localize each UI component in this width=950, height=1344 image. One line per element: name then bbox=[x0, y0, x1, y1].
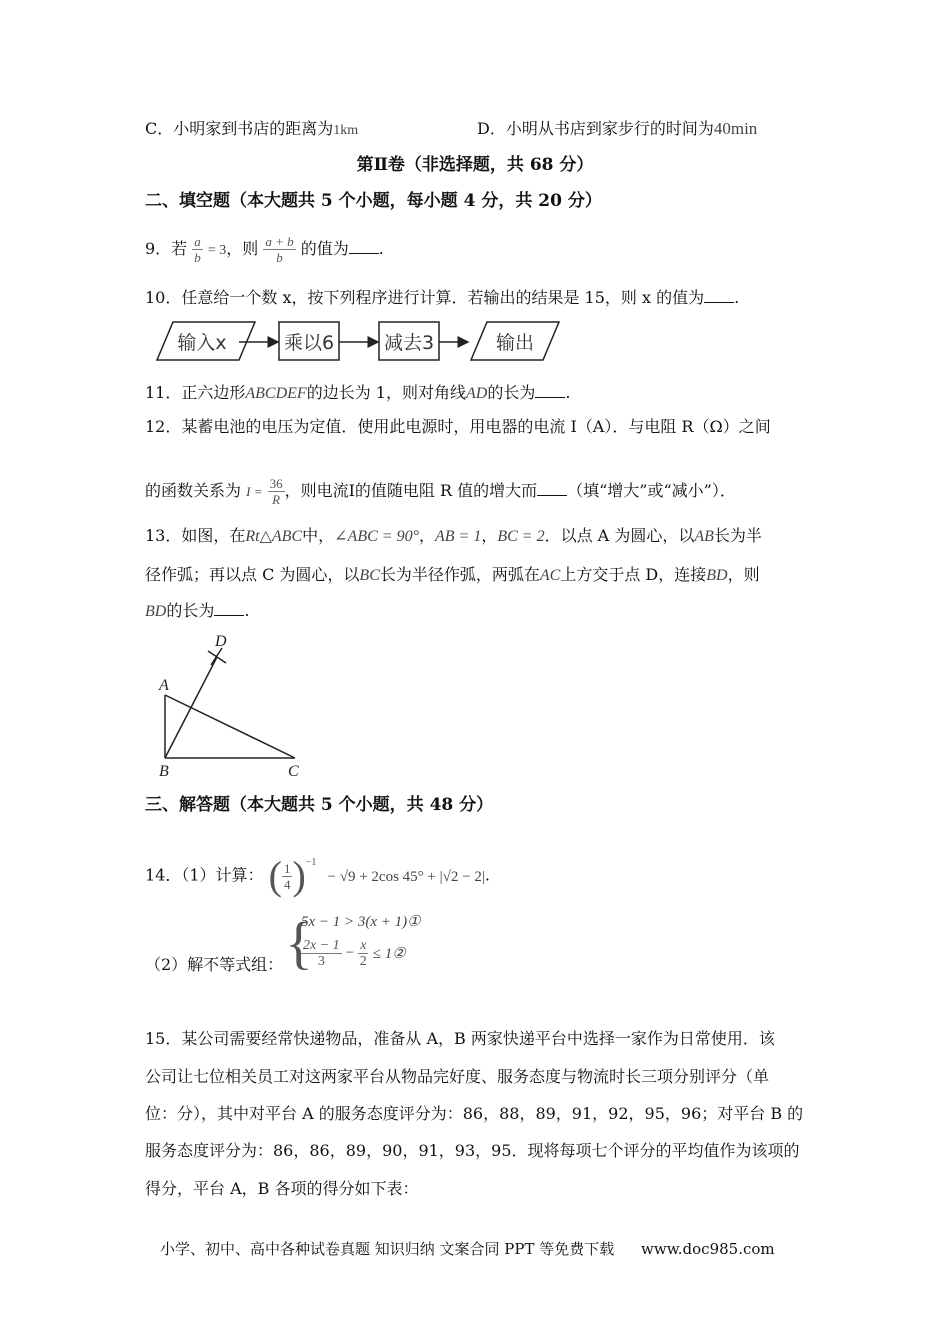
q13-text-e: 径作弧；再以点 C 为圆心，以 bbox=[145, 565, 360, 584]
q13-text-f: 长为半径作弧，两弧在 bbox=[379, 565, 540, 584]
q13-text-b: 中， bbox=[302, 526, 335, 545]
point-a-label: A bbox=[159, 677, 169, 694]
point-b-label: B bbox=[159, 763, 169, 780]
question-10 bbox=[145, 287, 739, 309]
question-11 bbox=[145, 382, 570, 405]
q13-text-i: 的长为 bbox=[166, 601, 215, 620]
q11-prefix: 11．正六边形 bbox=[145, 383, 246, 402]
q13-line2 bbox=[145, 564, 760, 587]
flow-subtract-label: 减去3 bbox=[383, 332, 435, 354]
q12-suffix: ，则电流I的值随电阻 R 值的增大而 bbox=[284, 481, 538, 500]
q11-polygon: ABCDEF bbox=[245, 385, 307, 402]
q11-suffix: 的长为 bbox=[487, 383, 536, 402]
section3-heading: 三、解答题（本大题共 5 个小题，共 48 分） bbox=[145, 795, 494, 815]
q9-end: . bbox=[378, 239, 384, 258]
q12-fraction: $\frac{36}{R}$ bbox=[269, 476, 283, 507]
q12-line1: 12．某蓄电池的电压为定值．使用此电源时，用电器的电流 I（A）．与电阻 R（Ω）之间 bbox=[145, 417, 771, 436]
system-brace: { bbox=[285, 910, 313, 975]
flow-input-label: 输入x bbox=[177, 332, 227, 354]
flow-output-label: 输出 bbox=[495, 332, 535, 354]
option-d-label: D．小明从书店到家步行的时间为 bbox=[477, 119, 714, 138]
q13-text-h: ，则 bbox=[727, 565, 760, 584]
q12-end: （填“增大”或“减小”）． bbox=[567, 481, 736, 500]
q12-prefix: 的函数关系为 bbox=[145, 481, 242, 500]
section2-heading: 二、填空题（本大题共 5 个小题，每小题 4 分，共 20 分） bbox=[145, 191, 602, 211]
segment-ac bbox=[165, 695, 295, 758]
q9-equals: = 3 bbox=[207, 243, 227, 258]
q13-comma-2: ， bbox=[481, 526, 498, 545]
q13-bc-radius: BC bbox=[359, 567, 380, 584]
arc-mark-2 bbox=[211, 648, 222, 665]
q13-triangle: Rt△ABC bbox=[245, 528, 303, 545]
question-9 bbox=[145, 234, 384, 265]
q9-fraction-sum: $\frac{a + b}{b}$ bbox=[265, 234, 294, 265]
q15-line-4: 服务态度评分为：86，86，89，90，91，93，95．现将每项七个评分的平均值作为该项的 bbox=[145, 1141, 800, 1160]
q8-option-c bbox=[145, 118, 358, 142]
q12-line2 bbox=[145, 476, 736, 507]
q11-answer-blank bbox=[535, 383, 565, 398]
q9-answer-blank bbox=[349, 239, 379, 254]
q13-text-d: 长为半 bbox=[713, 526, 762, 545]
q13-bd-2: BD bbox=[145, 603, 167, 620]
q13-triangle-figure bbox=[150, 628, 320, 783]
q13-bd: BD bbox=[706, 567, 728, 584]
q14-part1-end: . bbox=[484, 865, 490, 885]
option-d-value: 40min bbox=[713, 119, 758, 138]
q11-end: . bbox=[565, 383, 571, 402]
program-flowchart bbox=[155, 318, 575, 364]
page-footer bbox=[160, 1238, 775, 1259]
q14-part1-label: 14．（1）计算： bbox=[145, 865, 264, 885]
q10-end: . bbox=[734, 288, 740, 307]
q13-text-c: ．以点 A 为圆心，以 bbox=[544, 526, 695, 545]
footer-text: 小学、初中、高中各种试卷真题 知识归纳 文案合同 PPT 等免费下载 bbox=[160, 1240, 615, 1258]
footer-url[interactable]: www.doc985.com bbox=[641, 1240, 775, 1258]
section2-title: 第Ⅱ卷（非选择题，共 68 分） bbox=[356, 155, 594, 175]
q11-mid: 的边长为 1，则对角线 bbox=[306, 383, 466, 402]
q9-fraction-a-over-b: $\frac{a}{b}$ bbox=[194, 234, 201, 265]
q8-option-d bbox=[477, 118, 757, 140]
point-d-label: D bbox=[215, 633, 227, 650]
q10-text: 10．任意给一个数 x，按下列程序进行计算．若输出的结果是 15，则 x 的值为 bbox=[145, 288, 705, 307]
q13-text-a: 13．如图，在 bbox=[145, 526, 246, 545]
q12-formula-lhs: I = bbox=[246, 484, 263, 499]
q13-end: . bbox=[244, 601, 250, 620]
q13-answer-blank bbox=[214, 601, 244, 616]
q9-suffix: 的值为 bbox=[300, 239, 349, 258]
q14-part2-label: （2）解不等式组： bbox=[145, 955, 284, 974]
q14-power: ( $\frac{1}{4}$ ) −1 bbox=[268, 853, 317, 898]
q13-ab-radius: AB bbox=[694, 528, 714, 545]
q13-line3 bbox=[145, 600, 249, 623]
q13-comma-1: ， bbox=[418, 526, 435, 545]
q13-text-g: 上方交于点 D，连接 bbox=[560, 565, 707, 584]
q9-mid: ，则 bbox=[226, 239, 259, 258]
q12-answer-blank bbox=[537, 481, 567, 496]
q15-line-1: 15．某公司需要经常快递物品，准备从 A，B 两家快递平台中选择一家作为日常使用．该 bbox=[145, 1029, 775, 1048]
q13-angle: ∠ABC = 90° bbox=[334, 528, 419, 545]
option-c-label: C．小明家到书店的距离为 bbox=[145, 119, 334, 138]
q9-prefix: 9．若 bbox=[145, 239, 188, 258]
q14-expression: − √9 + 2cos 45° + |√2 − 2| bbox=[327, 868, 485, 885]
q13-ab: AB = 1 bbox=[434, 528, 482, 545]
q15-line-2: 公司让七位相关员工对这两家平台从物品完好度、服务态度与物流时长三项分别评分（单 bbox=[145, 1067, 770, 1086]
q10-answer-blank bbox=[704, 288, 734, 303]
q11-diagonal: AD bbox=[465, 385, 488, 402]
segment-bd bbox=[165, 657, 217, 758]
q13-bc: BC = 2 bbox=[497, 528, 545, 545]
point-c-label: C bbox=[288, 763, 299, 780]
q15-line-5: 得分，平台 A，B 各项的得分如下表： bbox=[145, 1179, 419, 1198]
flow-multiply-label: 乘以6 bbox=[283, 332, 335, 354]
option-c-value: 1km bbox=[333, 123, 359, 138]
q13-ac: AC bbox=[539, 567, 561, 584]
inequality-1: 5x − 1 > 3(x + 1)① bbox=[301, 914, 421, 930]
inequality-2: $\frac{2x - 1}{3}$ − $\frac{x}{2}$ ≤ 1② bbox=[303, 938, 406, 969]
q15-line-3: 位：分），其中对平台 A 的服务态度评分为：86，88，89，91，92，95，96；对平台 B 的 bbox=[145, 1104, 804, 1123]
q13-line1 bbox=[145, 525, 762, 548]
q14-part1 bbox=[145, 853, 490, 898]
